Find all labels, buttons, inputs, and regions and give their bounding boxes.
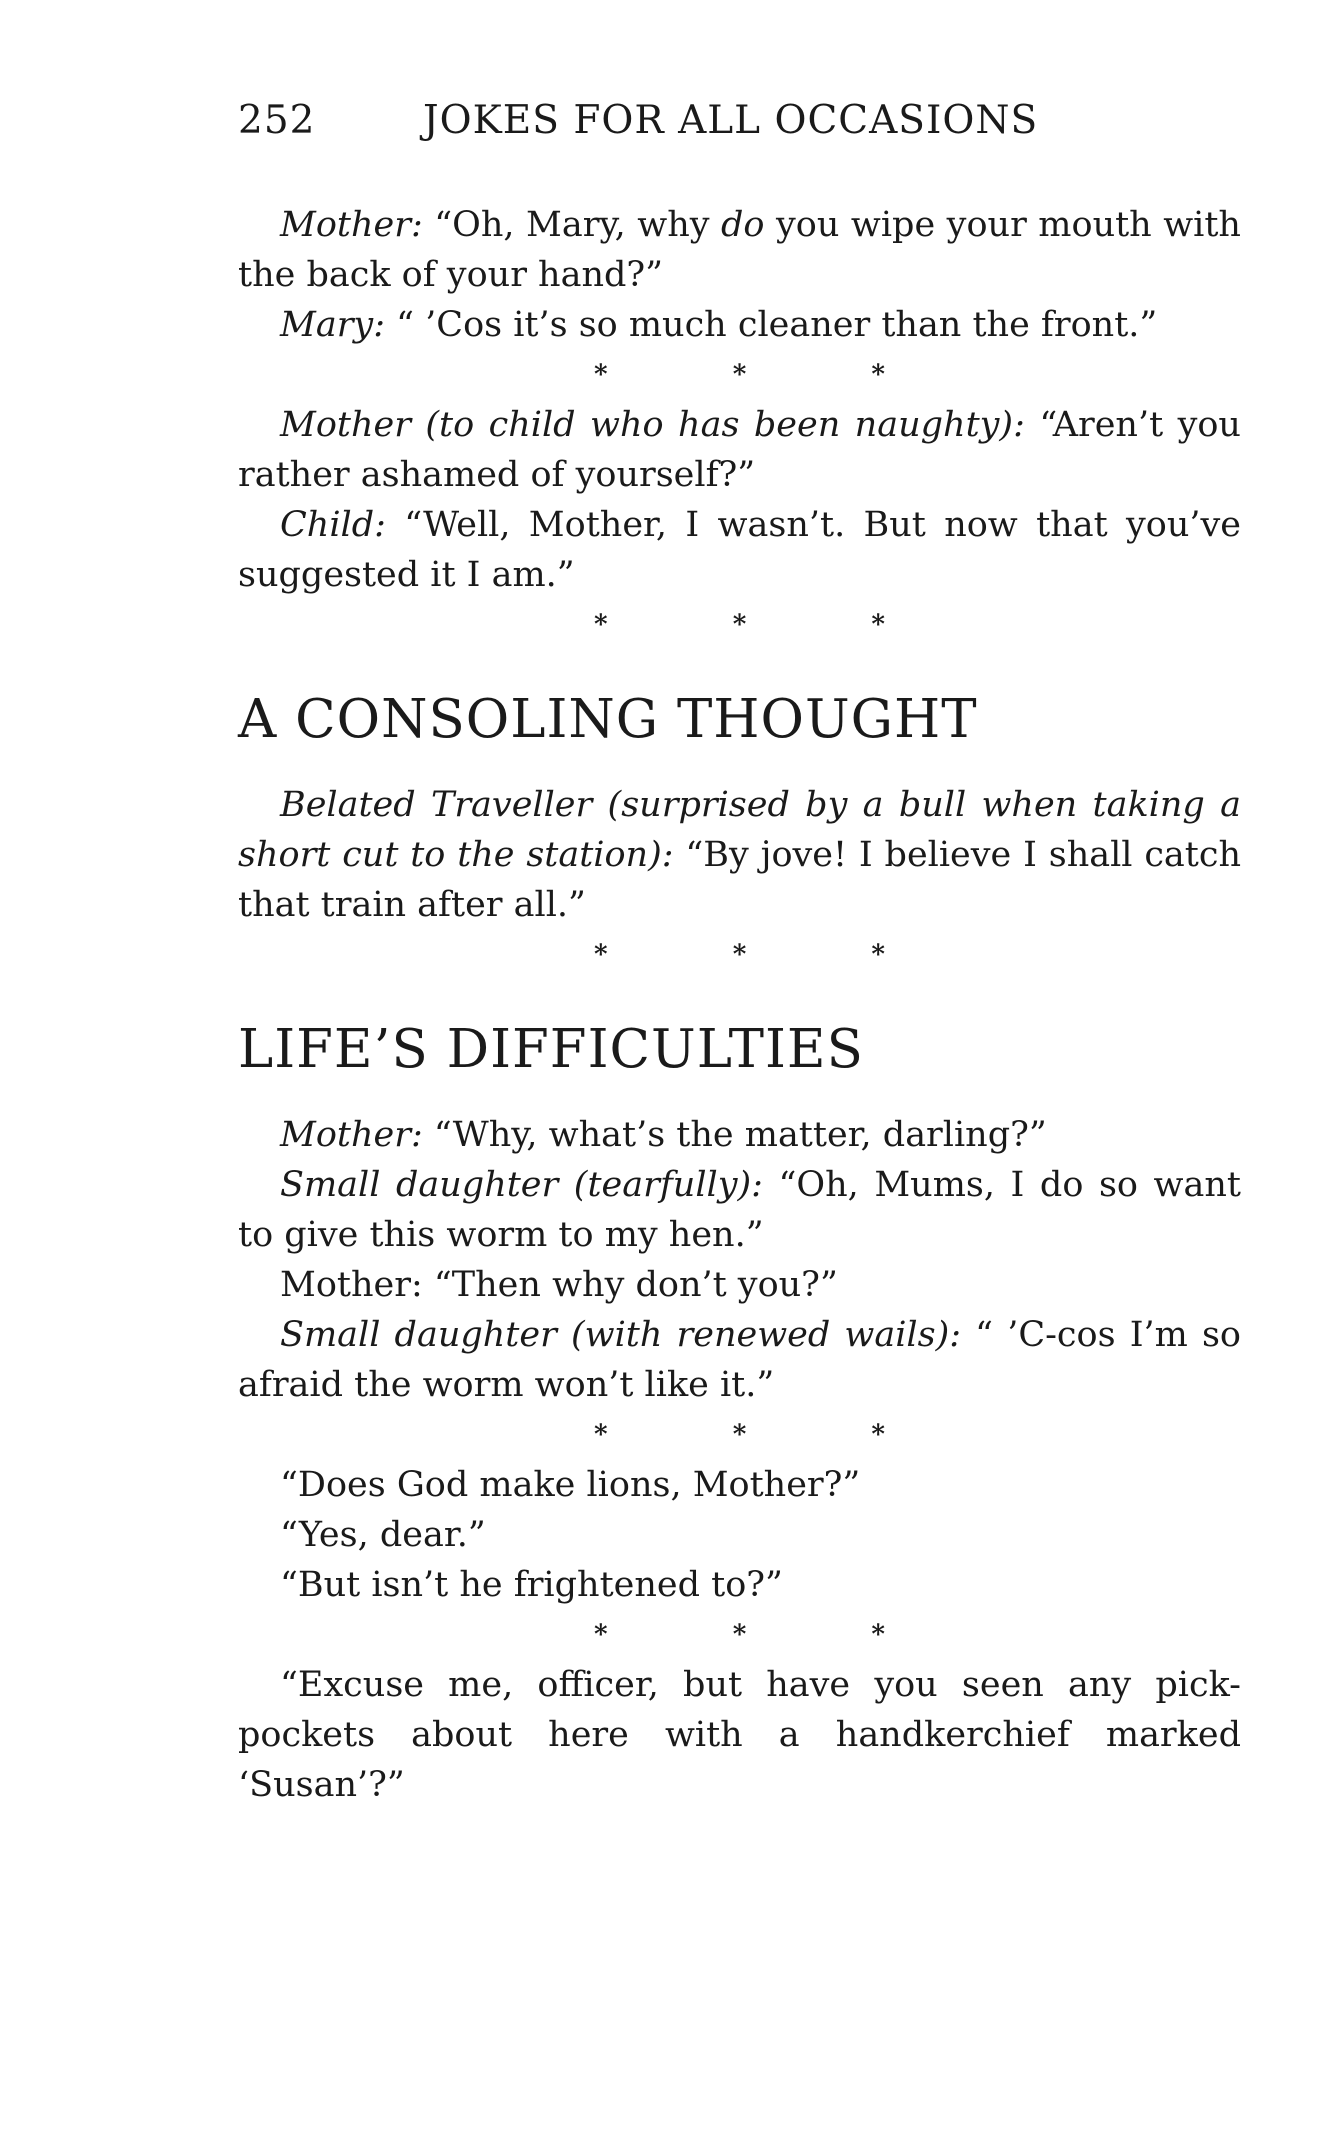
line-text: “Then why don’t you?”: [433, 1265, 838, 1305]
dialogue-line: “Does God make lions, Mother?”: [280, 1465, 861, 1505]
dialogue-line: [238, 300, 1241, 350]
speaker: Child:: [280, 505, 386, 545]
dialogue-line: [238, 1160, 1241, 1260]
dialogue-line: “But isn’t he frightened to?”: [280, 1565, 783, 1605]
dialogue-line: [238, 1110, 1241, 1160]
emphasis: do: [721, 205, 765, 245]
line-text: “Why, what’s the matter, darling?”: [433, 1115, 1047, 1155]
dialogue-line: “Excuse me, officer, but have you seen any pick-pockets about here with a handkerchief marked ‘Susan’?”: [238, 1665, 1241, 1805]
dialogue-line: [238, 1310, 1241, 1410]
line-text: “Oh, Mary, why: [434, 205, 722, 245]
line-text: you wipe your mouth with the back of your hand?”: [238, 205, 1241, 295]
page-body: [238, 200, 1241, 1810]
separator: * * *: [594, 1420, 943, 1450]
speaker: Mary:: [280, 305, 385, 345]
line-text: “By jove! I believe I shall catch that train after all.”: [238, 835, 1241, 925]
section-heading: A CONSOLING THOUGHT: [238, 689, 978, 750]
running-head: [238, 98, 1248, 143]
speaker: Small daughter (with renewed wails):: [280, 1315, 962, 1355]
line-text: “ ’Cos it’s so much cleaner than the front.”: [396, 305, 1158, 345]
speaker: Mother:: [280, 1115, 423, 1155]
line-text: “Well, Mother, I wasn’t. But now that you’ve suggested it I am.”: [238, 505, 1241, 595]
dialogue-line: [238, 500, 1241, 600]
speaker: Mother:: [280, 1265, 423, 1305]
line-text: “Oh, Mums, I do so want to give this worm to my hen.”: [238, 1165, 1241, 1255]
separator: * * *: [594, 360, 943, 390]
line-text: “Aren’t you rather ashamed of yourself?”: [238, 405, 1241, 495]
line-text: “ ’C-cos I’m so afraid the worm won’t like it.”: [238, 1315, 1241, 1405]
dialogue-line: [238, 1260, 1241, 1310]
book-title: JOKES FOR ALL OCCASIONS: [423, 98, 1039, 143]
dialogue-line: “Yes, dear.”: [280, 1515, 486, 1555]
separator: * * *: [594, 1620, 943, 1650]
dialogue-line: [238, 200, 1241, 300]
separator: * * *: [594, 940, 943, 970]
speaker: Belated Traveller (surprised by a bull when taking a short cut to the station):: [238, 785, 1241, 875]
section-heading: LIFE’S DIFFICULTIES: [238, 1019, 864, 1080]
dialogue-line: [238, 780, 1241, 930]
speaker: Mother (to child who has been naughty):: [280, 405, 1025, 445]
page-number: 252: [238, 98, 316, 143]
speaker: Small daughter (tearfully):: [280, 1165, 763, 1205]
speaker: Mother:: [280, 205, 423, 245]
dialogue-line: [238, 400, 1241, 500]
separator: * * *: [594, 610, 943, 640]
